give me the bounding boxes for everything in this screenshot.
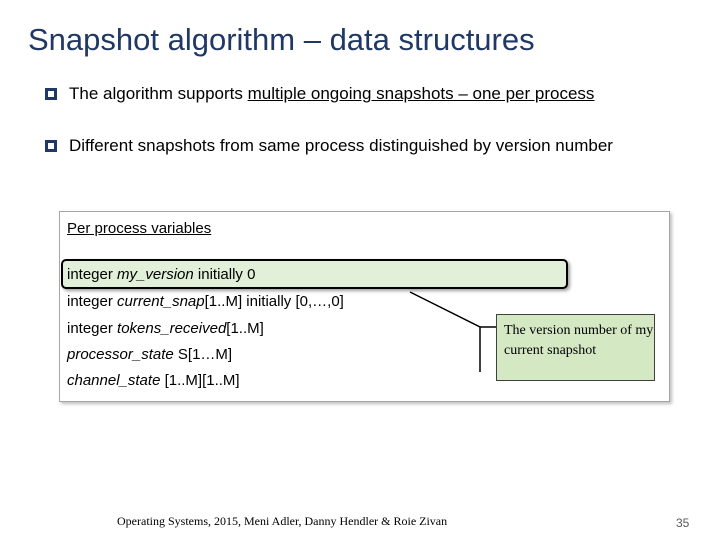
var-type: integer xyxy=(67,266,118,283)
callout-box: The version number of my current snapshot xyxy=(496,314,655,381)
var-name: channel_state xyxy=(67,372,161,389)
bullet-2-text: Different snapshots from same process distinguished by version number xyxy=(69,136,613,155)
var-value: S[1…M] xyxy=(173,346,233,363)
var-value: 0 xyxy=(247,266,256,283)
slide-title: Snapshot algorithm – data structures xyxy=(28,22,535,57)
page-number: 35 xyxy=(676,516,690,530)
var-keyword: initially xyxy=(242,293,296,310)
var-name: processor_state xyxy=(67,346,174,363)
var-keyword: initially xyxy=(193,266,248,283)
var-value: [0,…,0] xyxy=(295,293,344,310)
var-index: [1..M][1..M] xyxy=(160,372,240,389)
box-header: Per process variables xyxy=(67,220,212,237)
bullet-1-prefix: The algorithm supports xyxy=(69,84,248,103)
var-index: [1..M] xyxy=(204,293,243,310)
var-type: integer xyxy=(67,320,118,337)
var-name: tokens_received xyxy=(117,320,227,337)
var-type: integer xyxy=(67,293,118,310)
var-index: [1..M] xyxy=(226,320,264,337)
callout-line xyxy=(410,292,480,372)
bullet-1-underlined: multiple ongoing snapshots – one per process xyxy=(247,84,595,103)
footer-text: Operating Systems, 2015, Meni Adler, Danny Hendler & Roie Zivan xyxy=(117,514,448,528)
var-name: my_version xyxy=(117,266,194,283)
var-name: current_snap xyxy=(117,293,205,310)
